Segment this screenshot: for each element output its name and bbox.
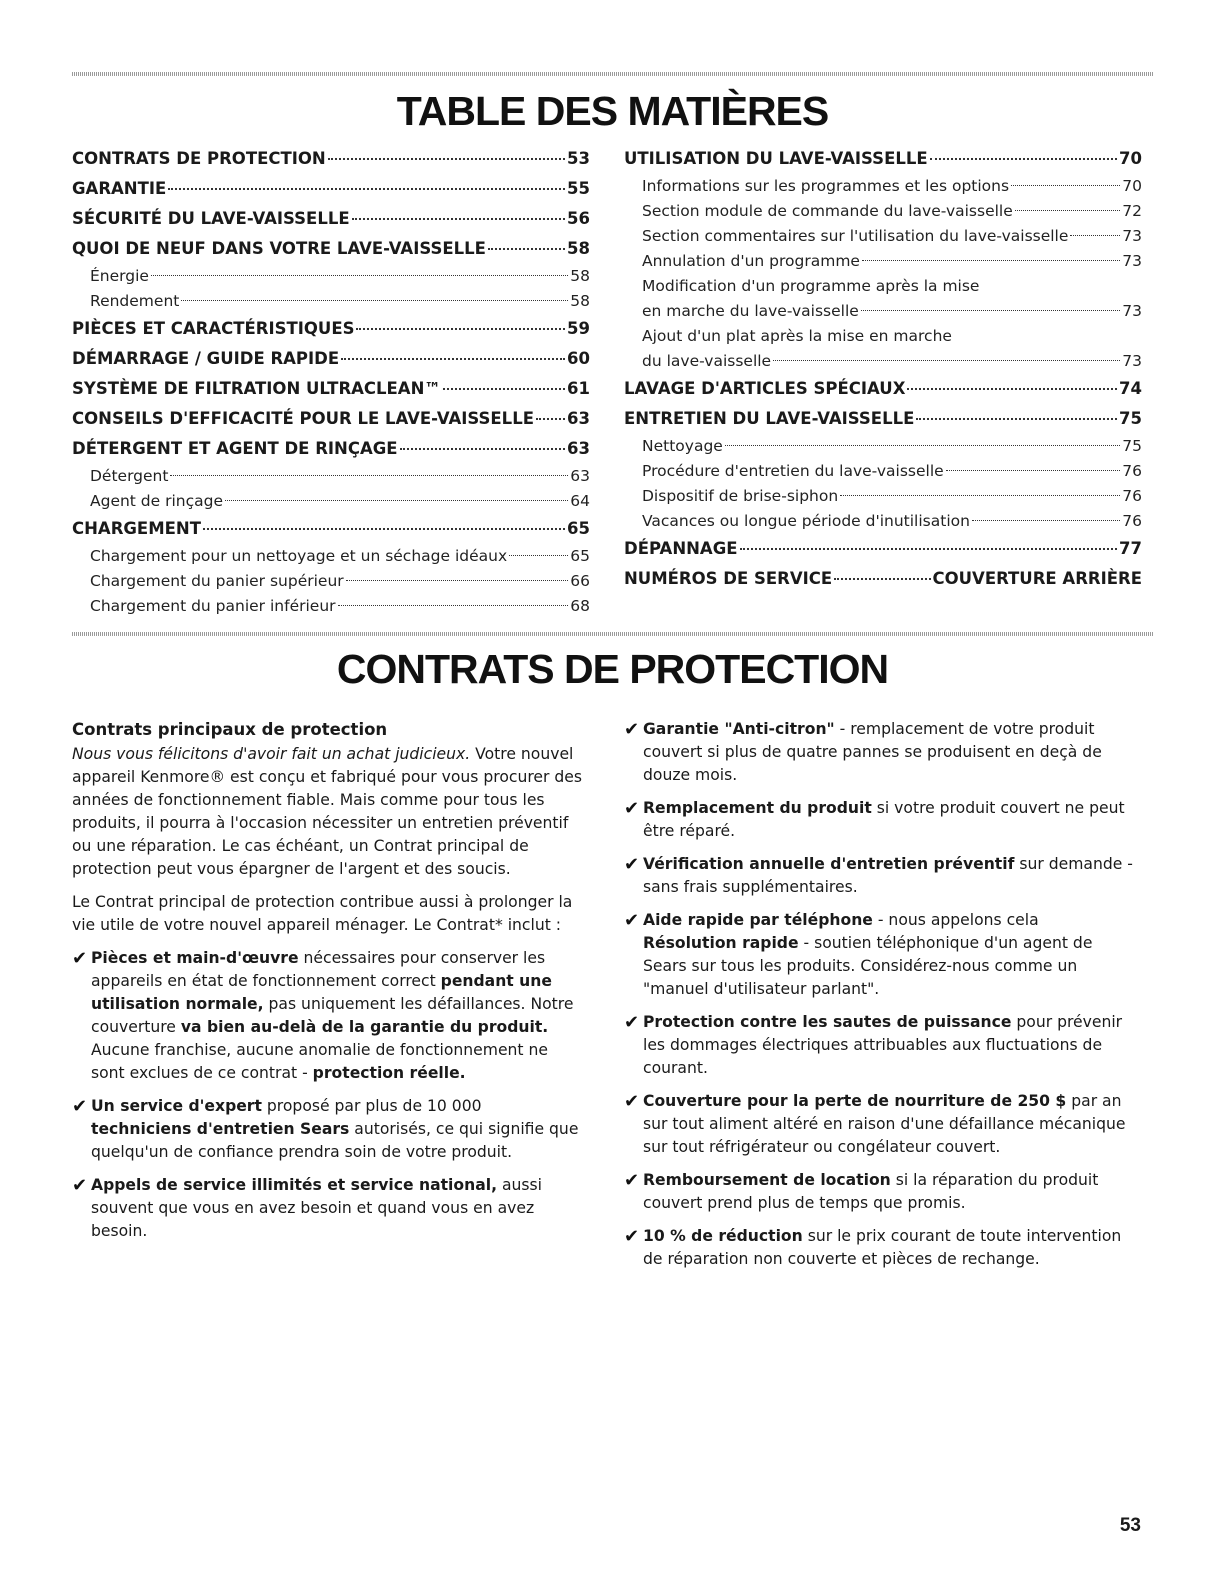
toc-entry-page: 58 [570, 267, 590, 285]
benefit-item [624, 797, 1136, 843]
intro-italic: Nous vous félicitons d'avoir fait un achat judicieux. [72, 745, 471, 763]
toc-dot-leader [834, 578, 930, 580]
toc-entry-page: 63 [570, 467, 590, 485]
toc-entry-page: 76 [1122, 512, 1142, 530]
toc-entry-page: 76 [1122, 462, 1142, 480]
benefit-item [624, 1169, 1136, 1215]
left-benefit-list [72, 947, 584, 1243]
benefit-highlight: pendant une utilisation normale, [91, 972, 552, 1013]
toc-entry[interactable] [72, 344, 590, 374]
toc-subentry[interactable] [72, 289, 590, 314]
toc-dot-leader [907, 388, 1117, 390]
benefit-item [624, 909, 1136, 1001]
checkmark-icon: ✔ [624, 719, 640, 740]
toc-entry-label: LAVAGE D'ARTICLES SPÉCIAUX [624, 379, 906, 398]
toc-entry-label: SÉCURITÉ DU LAVE-VAISSELLE [72, 209, 350, 228]
benefit-item [624, 718, 1136, 787]
benefit-highlight: Un service d'expert [91, 1097, 262, 1115]
toc-entry[interactable] [72, 234, 590, 264]
benefit-text: pour prévenir les dommages électriques attribuables aux fluctuations de courant. [643, 1013, 1123, 1077]
toc-entry-label: ENTRETIEN DU LAVE-VAISSELLE [624, 409, 915, 428]
benefit-item [72, 947, 584, 1085]
toc-dot-leader [168, 188, 565, 190]
toc-dot-leader [443, 388, 565, 390]
toc-entry[interactable] [624, 404, 1142, 434]
toc-entry-label: Énergie [90, 267, 149, 285]
toc-dot-leader [740, 548, 1118, 550]
benefit-highlight: Couverture pour la perte de nourriture de 250 $ [643, 1092, 1067, 1110]
toc-dot-leader [346, 580, 569, 581]
benefit-text: proposé par plus de 10 000 [261, 1097, 482, 1115]
toc-subentry[interactable] [624, 349, 1142, 374]
toc-entry-label: DÉMARRAGE / GUIDE RAPIDE [72, 349, 340, 368]
toc-entry[interactable] [72, 374, 590, 404]
toc-entry-line: Ajout d'un plat après la mise en marche [642, 327, 952, 345]
top-divider [72, 72, 1154, 76]
toc-entry-label: SYSTÈME DE FILTRATION ULTRACLEAN™ [72, 379, 441, 398]
toc-entry-page: 75 [1119, 409, 1142, 428]
toc-entry-label: PIÈCES ET CARACTÉRISTIQUES [72, 319, 355, 338]
toc-entry-page: 73 [1122, 302, 1142, 320]
toc-dot-leader [488, 248, 565, 250]
toc-entry-label: en marche du lave-vaisselle [642, 302, 859, 320]
toc-entry-label: NUMÉROS DE SERVICE [624, 569, 833, 588]
toc-entry-page: 74 [1119, 379, 1142, 398]
checkmark-icon: ✔ [624, 910, 640, 931]
toc-dot-leader [861, 310, 1120, 311]
benefit-highlight: Protection contre les sautes de puissance [643, 1013, 1012, 1031]
toc-entry-page: 76 [1122, 487, 1142, 505]
toc-entry[interactable] [72, 404, 590, 434]
toc-entry-label: Section module de commande du lave-vaisselle [642, 202, 1013, 220]
toc-entry-label: Nettoyage [642, 437, 723, 455]
benefit-text: Aucune franchise, aucune anomalie de fonctionnement ne sont exclues de ce contrat - [91, 1041, 548, 1082]
benefit-item [72, 1174, 584, 1243]
benefit-text: - remplacement de votre produit couvert si plus de quatre pannes se produisent en deçà de douze mois. [643, 720, 1102, 784]
toc-dot-leader [509, 555, 568, 556]
intro-text: Votre nouvel appareil Kenmore® est conçu et fabriqué pour vous procurer des années de fonctionnement fiable. Mais comme pour tous les produits, il pourra à l'occasion nécessiter un entretien préventif ou une réparation. Le cas échéant, un Contrat principal de protection peut vous épargner de l'argent et des soucis. [72, 745, 582, 878]
toc-dot-leader [930, 158, 1117, 160]
toc-entry[interactable] [72, 434, 590, 464]
toc-entry-page: 60 [567, 349, 590, 368]
benefit-highlight: Remboursement de location [643, 1171, 891, 1189]
toc-dot-leader [341, 358, 565, 360]
toc-entry[interactable] [624, 374, 1142, 404]
toc-subentry[interactable] [72, 594, 590, 619]
toc-dot-leader [203, 528, 565, 530]
toc-right-column [624, 144, 1142, 594]
section-divider [72, 632, 1154, 636]
toc-entry-page: 68 [570, 597, 590, 615]
toc-entry-page: 53 [567, 149, 590, 168]
toc-entry-label: Chargement pour un nettoyage et un séchage idéaux [90, 547, 508, 565]
toc-entry-page: 70 [1119, 149, 1142, 168]
benefit-text: si votre produit couvert ne peut être réparé. [643, 799, 1125, 840]
benefit-highlight: Garantie "Anti-citron" [643, 720, 835, 738]
benefit-item [624, 853, 1136, 899]
toc-entry[interactable] [72, 144, 590, 174]
toc-entry-page: 63 [567, 439, 590, 458]
toc-entry-page: 73 [1122, 252, 1142, 270]
toc-entry-page: 58 [567, 239, 590, 258]
toc-subentry[interactable] [72, 544, 590, 569]
contrats-title: CONTRATS DE PROTECTION [336, 646, 889, 692]
benefit-highlight: protection réelle. [312, 1064, 466, 1082]
toc-dot-leader [725, 445, 1120, 446]
benefit-text: - nous appelons cela [872, 911, 1039, 929]
benefit-highlight: Remplacement du produit [643, 799, 872, 817]
toc-entry-page: COUVERTURE ARRIÈRE [932, 569, 1142, 588]
checkmark-icon: ✔ [624, 1012, 640, 1033]
toc-left-column [72, 144, 590, 619]
page-number: 53 [1119, 1515, 1141, 1536]
toc-entry-page: 75 [1122, 437, 1142, 455]
toc-dot-leader [972, 520, 1120, 521]
toc-dot-leader [170, 475, 568, 476]
checkmark-icon: ✔ [624, 854, 640, 875]
benefit-text: par an sur tout aliment altéré en raison d'une défaillance mécanique sur tout réfrigérateur ou congélateur couvert. [643, 1092, 1126, 1156]
toc-dot-leader [338, 605, 569, 606]
checkmark-icon: ✔ [72, 1096, 88, 1117]
toc-entry-page: 66 [570, 572, 590, 590]
toc-entry[interactable] [624, 564, 1142, 594]
benefit-text: pas uniquement les défaillances. Notre couverture [91, 995, 574, 1036]
toc-subentry[interactable] [72, 264, 590, 289]
benefit-text: si la réparation du produit couvert prend plus de temps que promis. [643, 1171, 1099, 1212]
toc-entry-label: Agent de rinçage [90, 492, 224, 510]
toc-subentry[interactable] [72, 464, 590, 489]
toc-entry-label: GARANTIE [72, 179, 167, 198]
toc-dot-leader [862, 260, 1120, 261]
contrats-right-column [624, 718, 1136, 1281]
toc-dot-leader [400, 448, 565, 450]
benefit-highlight: techniciens d'entretien Sears [91, 1120, 350, 1138]
toc-entry-page: 59 [567, 319, 590, 338]
benefit-highlight: Vérification annuelle d'entretien préventif [643, 855, 1015, 873]
benefit-item [624, 1090, 1136, 1159]
toc-entry-page: 77 [1119, 539, 1142, 558]
toc-entry-label: Section commentaires sur l'utilisation du lave-vaisselle [642, 227, 1069, 245]
toc-subentry[interactable] [72, 489, 590, 514]
toc-subentry[interactable] [624, 199, 1142, 224]
toc-entry-label: Chargement du panier supérieur [90, 572, 344, 590]
toc-entry[interactable] [624, 534, 1142, 564]
toc-entry-page: 63 [567, 409, 590, 428]
benefit-highlight: Appels de service illimités et service national, [91, 1176, 498, 1194]
toc-entry-page: 58 [570, 292, 590, 310]
toc-entry-label: Dispositif de brise-siphon [642, 487, 839, 505]
intro-paragraph [72, 743, 584, 881]
toc-dot-leader [773, 360, 1120, 361]
benefit-highlight: va bien au-delà de la garantie du produit. [180, 1018, 549, 1036]
contrats-subheading: Contrats principaux de protection [72, 720, 388, 739]
toc-entry-page: 55 [567, 179, 590, 198]
toc-entry[interactable] [72, 174, 590, 204]
benefit-item [624, 1011, 1136, 1080]
toc-dot-leader [916, 418, 1117, 420]
toc-entry-line: Modification d'un programme après la mise [642, 277, 980, 295]
toc-subentry[interactable] [624, 299, 1142, 324]
benefit-highlight: Aide rapide par téléphone [643, 911, 873, 929]
benefit-highlight: 10 % de réduction [643, 1227, 803, 1245]
toc-subentry[interactable] [624, 224, 1142, 249]
benefit-text: autorisés, ce qui signifie que quelqu'un de confiance prendra soin de votre produit. [91, 1120, 579, 1161]
toc-entry-page: 73 [1122, 352, 1142, 370]
benefit-highlight: Pièces et main-d'œuvre [91, 949, 299, 967]
toc-dot-leader [151, 275, 568, 276]
toc-dot-leader [328, 158, 565, 160]
toc-entry[interactable] [72, 204, 590, 234]
toc-entry-page: 73 [1122, 227, 1142, 245]
toc-entry-label: du lave-vaisselle [642, 352, 772, 370]
contrats-left-column [72, 718, 584, 1253]
benefit-highlight: Résolution rapide [643, 934, 799, 952]
benefit-text: sur demande - sans frais supplémentaires. [643, 855, 1133, 896]
toc-subentry[interactable] [72, 569, 590, 594]
toc-dot-leader [356, 328, 565, 330]
toc-dot-leader [1070, 235, 1120, 236]
benefit-text: - soutien téléphonique d'un agent de Sears sur tous les produits. Considérez-nous comme un "manuel d'utilisateur parlant". [643, 934, 1093, 998]
toc-entry-label: CHARGEMENT [72, 519, 201, 538]
contract-includes-paragraph: Le Contrat principal de protection contribue aussi à prolonger la vie utile de votre nouvel appareil ménager. Le Contrat* inclut : [72, 893, 573, 934]
toc-entry-page: 70 [1122, 177, 1142, 195]
toc-entry-label: CONSEILS D'EFFICACITÉ POUR LE LAVE-VAISSELLE [72, 409, 534, 428]
checkmark-icon: ✔ [72, 1175, 88, 1196]
checkmark-icon: ✔ [624, 1226, 640, 1247]
benefit-item [72, 1095, 584, 1164]
toc-entry-label: UTILISATION DU LAVE-VAISSELLE [624, 149, 928, 168]
toc-entry-label: QUOI DE NEUF DANS VOTRE LAVE-VAISSELLE [72, 239, 486, 258]
toc-dot-leader [536, 418, 565, 420]
toc-dot-leader [1011, 185, 1120, 186]
toc-dot-leader [840, 495, 1120, 496]
toc-dot-leader [1015, 210, 1121, 211]
checkmark-icon: ✔ [624, 1170, 640, 1191]
toc-entry-label: CONTRATS DE PROTECTION [72, 149, 326, 168]
toc-dot-leader [946, 470, 1121, 471]
toc-dot-leader [352, 218, 565, 220]
toc-entry-label: Vacances ou longue période d'inutilisation [642, 512, 970, 530]
toc-entry-label: Chargement du panier inférieur [90, 597, 336, 615]
toc-entry-page: 72 [1122, 202, 1142, 220]
toc-entry[interactable] [624, 144, 1142, 174]
toc-entry-label: Détergent [90, 467, 169, 485]
toc-entry-page: 64 [570, 492, 590, 510]
toc-entry-page: 65 [570, 547, 590, 565]
toc-entry-label: DÉTERGENT ET AGENT DE RINÇAGE [72, 439, 398, 458]
toc-subentry[interactable] [624, 459, 1142, 484]
toc-entry-page: 65 [567, 519, 590, 538]
toc-entry[interactable] [72, 314, 590, 344]
benefit-text: aussi souvent que vous en avez besoin et quand vous en avez besoin. [91, 1176, 542, 1240]
benefit-text: sur le prix courant de toute intervention de réparation non couverte et pièces de rechange. [643, 1227, 1122, 1268]
toc-entry-label: Informations sur les programmes et les options [642, 177, 1010, 195]
toc-subentry[interactable] [624, 249, 1142, 274]
toc-entry-label: DÉPANNAGE [624, 539, 738, 558]
toc-subentry[interactable] [624, 174, 1142, 199]
toc-subentry[interactable] [624, 484, 1142, 509]
right-benefit-list [624, 718, 1136, 1271]
toc-dot-leader [225, 500, 568, 501]
toc-entry-page: 61 [567, 379, 590, 398]
checkmark-icon: ✔ [624, 798, 640, 819]
toc-subentry[interactable] [624, 434, 1142, 459]
toc-entry-label: Annulation d'un programme [642, 252, 860, 270]
toc-dot-leader [181, 300, 568, 301]
checkmark-icon: ✔ [624, 1091, 640, 1112]
benefit-item [624, 1225, 1136, 1271]
benefit-text: nécessaires pour conserver les appareils en état de fonctionnement correct [91, 949, 546, 990]
toc-title: TABLE DES MATIÈRES [396, 88, 829, 134]
toc-entry-page: 56 [567, 209, 590, 228]
toc-entry-label: Rendement [90, 292, 180, 310]
toc-subentry[interactable] [624, 509, 1142, 534]
checkmark-icon: ✔ [72, 948, 88, 969]
toc-entry[interactable] [72, 514, 590, 544]
toc-entry-label: Procédure d'entretien du lave-vaisselle [642, 462, 944, 480]
